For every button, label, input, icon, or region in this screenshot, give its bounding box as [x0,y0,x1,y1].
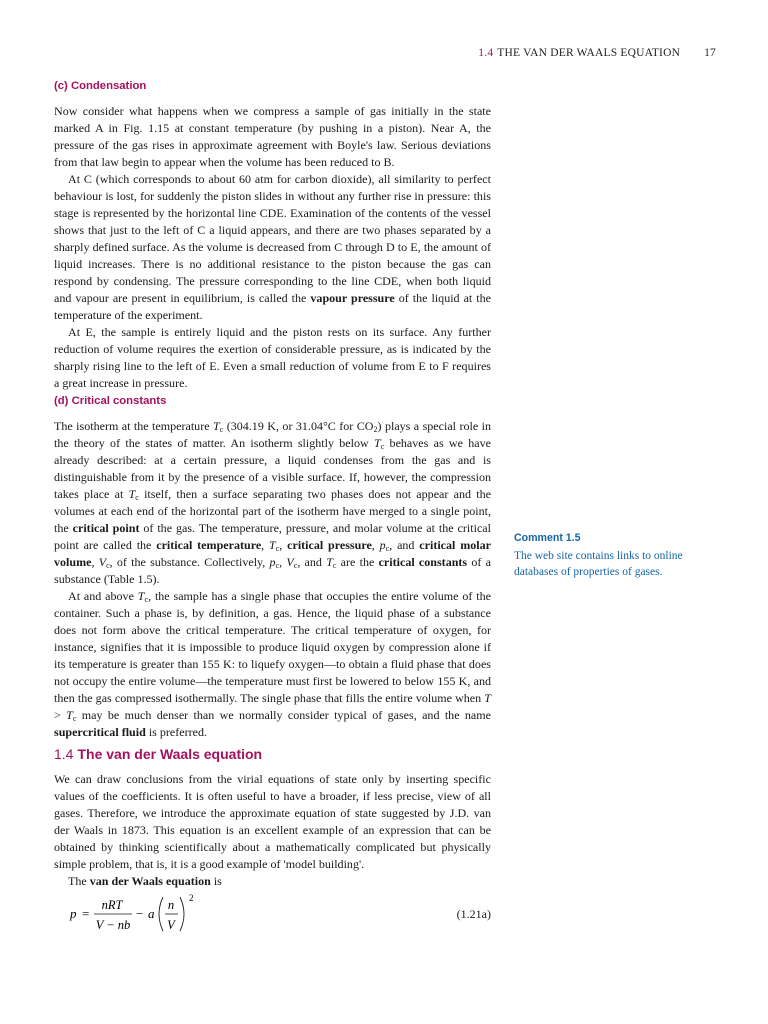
equation-formula [68,893,268,941]
term-critical-pressure: critical pressure [287,538,372,552]
page-number: 17 [704,47,716,59]
critical-paragraph-2: At and above $T_c$, the sample has a single phase that occupies the entire volume of the container. Such a phase is, by definition, a gas. Hence, the liquid phase of a substance does not form above the critical temperature. The critical temperature of oxygen, for instance, signifies that it is impossible to produce liquid oxygen by compression alone if its temperature is greater than 155 K: to liquefy oxygen—to obtain a fluid phase that does not occupy the entire volume—the temperature must first be lowered to below 155 K, and then the gas compressed isothermally. The single phase that fills the entire volume when $T > T_c$ may be much denser than we normally consider typical of gases, and the name supercritical fluid is preferred. [54,589,491,739]
critical-constants-section [54,395,491,741]
van-der-waals-section [54,746,491,890]
eq-right-paren [180,897,184,931]
term-supercritical-fluid: supercritical fluid [54,725,146,739]
eq-equals: = [82,906,90,921]
comment-heading: Comment 1.5 [514,532,581,544]
term-critical-point: critical point [72,521,140,535]
term-critical-constants: critical constants [378,555,468,569]
eq-a: a [148,906,155,921]
condensation-paragraph-3: At E, the sample is entirely liquid and the piston rests on its surface. Any further reduction of volume requires the exertion of considerable pressure, as is indicated by the sharply rising line to the left of E. Even a small reduction of volume from E to F requires a great increase in pressure. [54,325,491,390]
term-critical-temperature: critical temperature [156,538,262,552]
margin-comment [514,532,714,580]
eq-numerator-2: n [167,898,175,912]
running-head [478,47,716,59]
eq-minus: − [136,906,144,921]
critical-paragraph-1: The isotherm at the temperature $T_c$ (304.19 K, or 31.04°C for $CO_2$) plays a special role in the theory of the states of matter. An isotherm slightly below $T_c$ behaves as we have already described: at a certain pressure, a liquid condenses from the gas and is distinguishable from it by the presence of a visible surface. If, however, the compression takes place at $T_c$ itself, then a surface separating two phases does not appear and the volumes at each end of the horizontal part of the isotherm have merged to a single point, the critical point of the gas. The temperature, pressure, and molar volume at the critical point are called the critical temperature, $T_c$, critical pressure, $p_c$, and critical molar volume, $V_c$, of the substance. Collectively, $p_c$, $V_c$, and $T_c$ are the critical constants of a substance (Table 1.5). [54,419,491,586]
critical-constants-heading: (d) Critical constants [54,395,167,407]
section-number: 1.4 [54,746,74,762]
eq-lhs: p [70,906,77,921]
vdw-paragraph-1: We can draw conclusions from the virial equations of state only by inserting specific values of the coefficients. It is often useful to have a broader, if less precise, view of all gases. Therefore, we introduce the approximate equation of state suggested by J.D. van der Waals in 1873. This equation is an excellent example of an expression that can be obtained by thinking scientifically about a mathematically complicated but physically simple problem, that is, it is a good example of 'model building'. [54,772,491,871]
comment-text: The web site contains links to online databases of properties of gases. [514,550,683,578]
eq-denominator-1: V − nb [95,918,131,932]
eq-exponent: 2 [189,893,194,903]
condensation-paragraph-1: Now consider what happens when we compress a sample of gas initially in the state marked A in Fig. 1.15 at constant temperature (by pushing in a piston). Near A, the pressure of the gas rises in approximate agreement with Boyle's law. Serious deviations from that law begin to appear when the volume has been reduced to B. [54,104,491,169]
eq-numerator-1: nRT [101,898,123,912]
condensation-heading: (c) Condensation [54,80,147,92]
van-der-waals-equation [54,893,491,941]
equation-number: (1.21a) [456,907,491,921]
vdw-paragraph-2: The van der Waals equation is [68,874,222,888]
term-van-der-waals-equation: van der Waals equation [89,874,211,888]
section-heading [54,746,491,762]
condensation-section [54,80,491,392]
term-critical-molar-volume: critical molar volume [54,538,491,569]
eq-denominator-2: V [167,918,175,932]
running-head-title: THE VAN DER WAALS EQUATION [497,47,681,59]
condensation-paragraph-2: At C (which corresponds to about 60 atm for carbon dioxide), all similarity to perfect behaviour is lost, for suddenly the piston slides in without any further rise in pressure: this stage is represented by the horizontal line CDE. Examination of the contents of the vessel shows that just to the left of C a liquid appears, and there are two phases separated by a sharply defined surface. As the volume is decreased from C through D to E, the amount of liquid increases. There is no additional resistance to the piston because the gas can respond by condensing. The pressure corresponding to the line CDE, when both liquid and vapour are present in equilibrium, is called the vapour pressure of the liquid at the temperature of the experiment. [54,172,491,322]
term-vapour-pressure: vapour pressure [310,291,395,305]
section-title: The van der Waals equation [77,746,263,762]
eq-left-paren [159,897,163,931]
running-head-section-number: 1.4 [478,47,494,59]
